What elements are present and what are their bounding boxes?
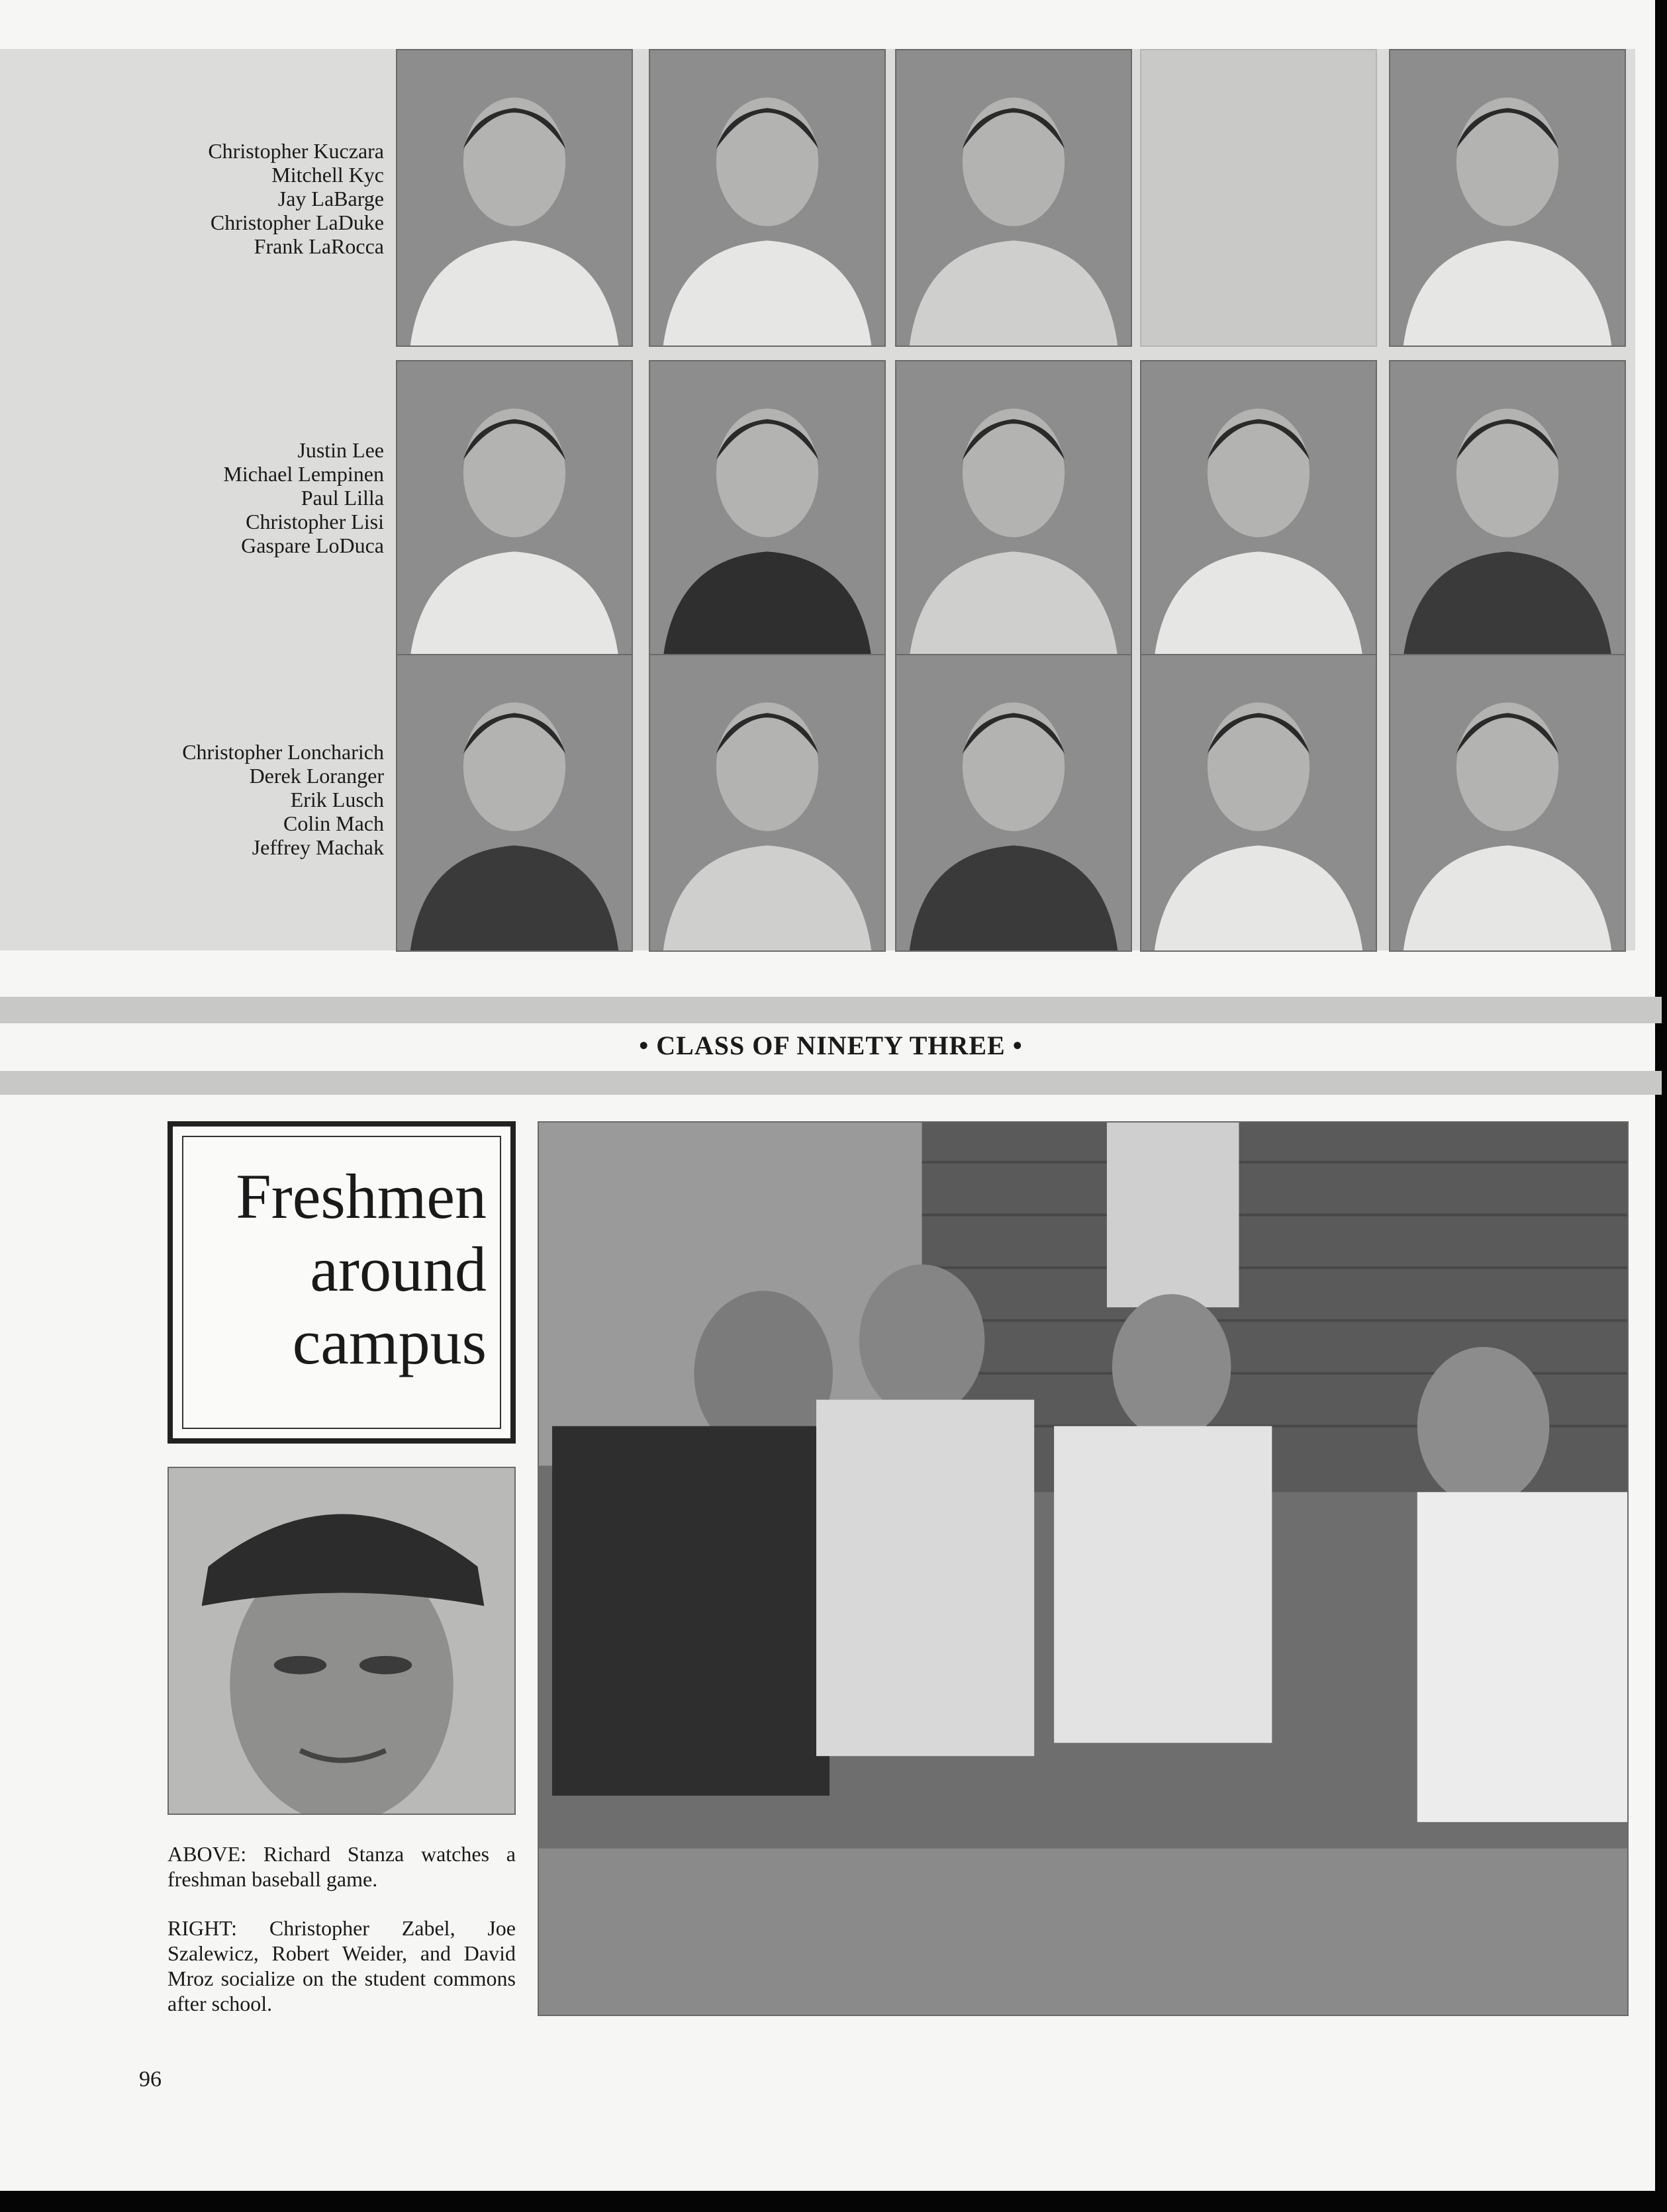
student-portrait [895,654,1132,952]
student-portrait [895,49,1132,347]
student-portrait [895,360,1132,658]
portrait-names-column [0,49,384,950]
caption-right: RIGHT: Christopher Zabel, Joe Szalewicz, Robert Weider, and David Mroz socialize on the student commons after school. [167,1916,516,2015]
student-portrait [396,654,633,952]
headline-box [167,1121,516,1444]
student-name: Christopher Loncharich [182,740,384,764]
student-portrait [396,49,633,347]
student-name: Derek Loranger [249,764,384,788]
student-portrait [1389,360,1626,658]
portrait-placeholder [1140,49,1377,347]
student-name: Frank LaRocca [254,234,384,258]
names-row-1 [13,139,384,258]
photo-student-commons [538,1121,1629,2016]
scan-edge-bottom [0,2191,1667,2212]
student-name: Jay LaBarge [277,187,384,210]
student-name: Michael Lempinen [223,462,384,486]
student-portrait [1389,49,1626,347]
student-name: Jeffrey Machak [252,835,384,859]
headline-line-1: Freshmen [236,1161,487,1232]
student-name: Colin Mach [283,811,384,835]
student-portrait [649,654,886,952]
caption-above: ABOVE: Richard Stanza watches a freshman baseball game. [167,1842,516,1891]
headline-line-3: campus [292,1307,487,1377]
student-name: Christopher Kuczara [208,139,384,163]
student-portrait [1140,360,1377,658]
student-portrait [649,360,886,658]
scan-edge-right [1655,0,1667,2212]
divider-band-top [0,997,1662,1023]
student-name: Christopher LaDuke [210,210,384,234]
names-row-2 [13,438,384,557]
student-name: Paul Lilla [301,486,384,510]
photo-baseball-cap [167,1467,516,1815]
student-portrait [396,360,633,658]
student-name: Christopher Lisi [246,510,384,533]
student-portrait [1389,654,1626,952]
student-name: Justin Lee [297,438,384,462]
student-name: Gaspare LoDuca [241,533,384,557]
names-row-3 [13,740,384,859]
student-portrait [649,49,886,347]
section-title: • CLASS OF NINETY THREE • [639,1031,1023,1060]
divider-band-bottom [0,1071,1662,1095]
headline-frame [182,1136,501,1429]
headline-line-2: around [310,1234,487,1305]
student-portrait [1140,654,1377,952]
page-number: 96 [139,2067,162,2092]
student-name: Mitchell Kyc [271,163,384,187]
student-name: Erik Lusch [290,788,384,811]
